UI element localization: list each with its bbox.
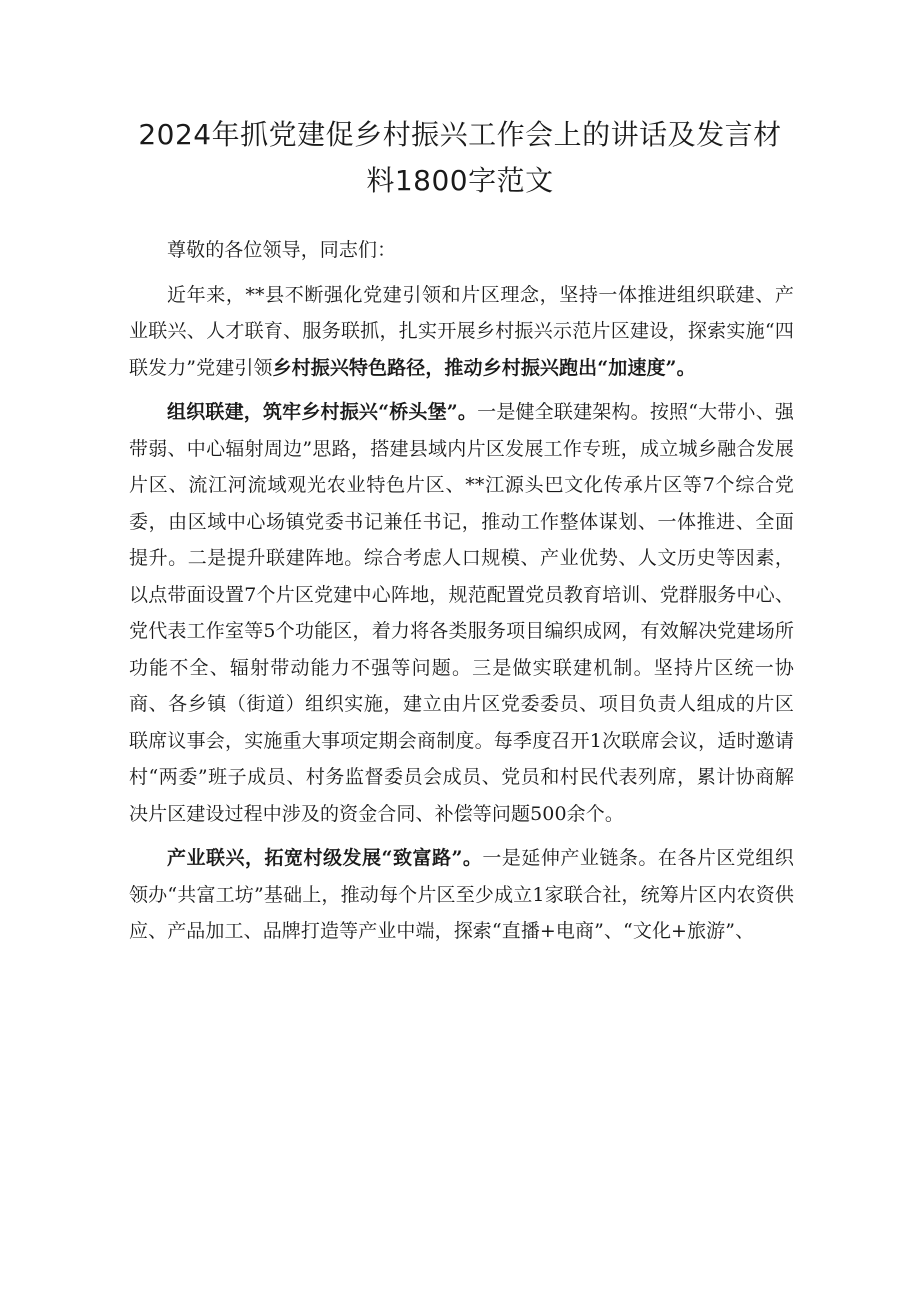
intro-text: 近年来，**县不断强化党建引领和片区理念，坚持一体推进组织联建、产业联兴、人才联育、服务联抓，扎实开展乡村振兴示范片区建设，探索实施“四联发力”党建引领 xyxy=(129,283,794,379)
section-industry-paragraph xyxy=(129,840,794,950)
salutation: 尊敬的各位领导，同志们： xyxy=(167,239,397,261)
section-industry-text: 一是延伸产业链条。在各片区党组织领办“共富工坊”基础上，推动每个片区至少成立1家联合社，统筹片区内农资供应、产品加工、品牌打造等产业中端，探索“直播+电商”、“文化+旅游”、 xyxy=(129,847,794,942)
section-organization-heading: 组织联建，筑牢乡村振兴“桥头堡”。 xyxy=(167,401,478,423)
intro-bold-text: 乡村振兴特色路径，推动乡村振兴跑出“加速度”。 xyxy=(272,356,696,379)
section-organization-paragraph xyxy=(129,394,794,832)
document-body xyxy=(129,232,794,958)
section-organization-text: 一是健全联建架构。按照“大带小、强带弱、中心辐射周边”思路，搭建县域内片区发展工作专班，成立城乡融合发展片区、流江河流域观光农业特色片区、**江源头巴文化传承片区等7个综合党委，由区域中心场镇党委书记兼任书记，推动工作整体谋划、一体推进、全面提升。二是提升联建阵地。综合考虑人口规模、产业优势、人文历史等因素，以点带面设置7个片区党建中心阵地，规范配置党员教育培训、党群服务中心、党代表工作室等5个功能区，着力将各类服务项目编织成网，有效解决党建场所功能不全、辐射带动能力不强等问题。三是做实联建机制。坚持片区统一协商、各乡镇（街道）组织实施，建立由片区党委委员、项目负责人组成的片区联席议事会，实施重大事项定期会商制度。每季度召开1次联席会议，适时邀请村“两委”班子成员、村务监督委员会成员、党员和村民代表列席，累计协商解决片区建设过程中涉及的资金合同、补偿等问题500余个。 xyxy=(129,401,795,825)
intro-paragraph xyxy=(129,277,794,387)
document-title-line-2: 料1800字范文 xyxy=(366,164,554,197)
document-title xyxy=(130,112,790,204)
section-industry-heading: 产业联兴，拓宽村级发展“致富路”。 xyxy=(167,847,483,869)
document-title-line-1: 2024年抓党建促乡村振兴工作会上的讲话及发言材 xyxy=(138,118,782,151)
